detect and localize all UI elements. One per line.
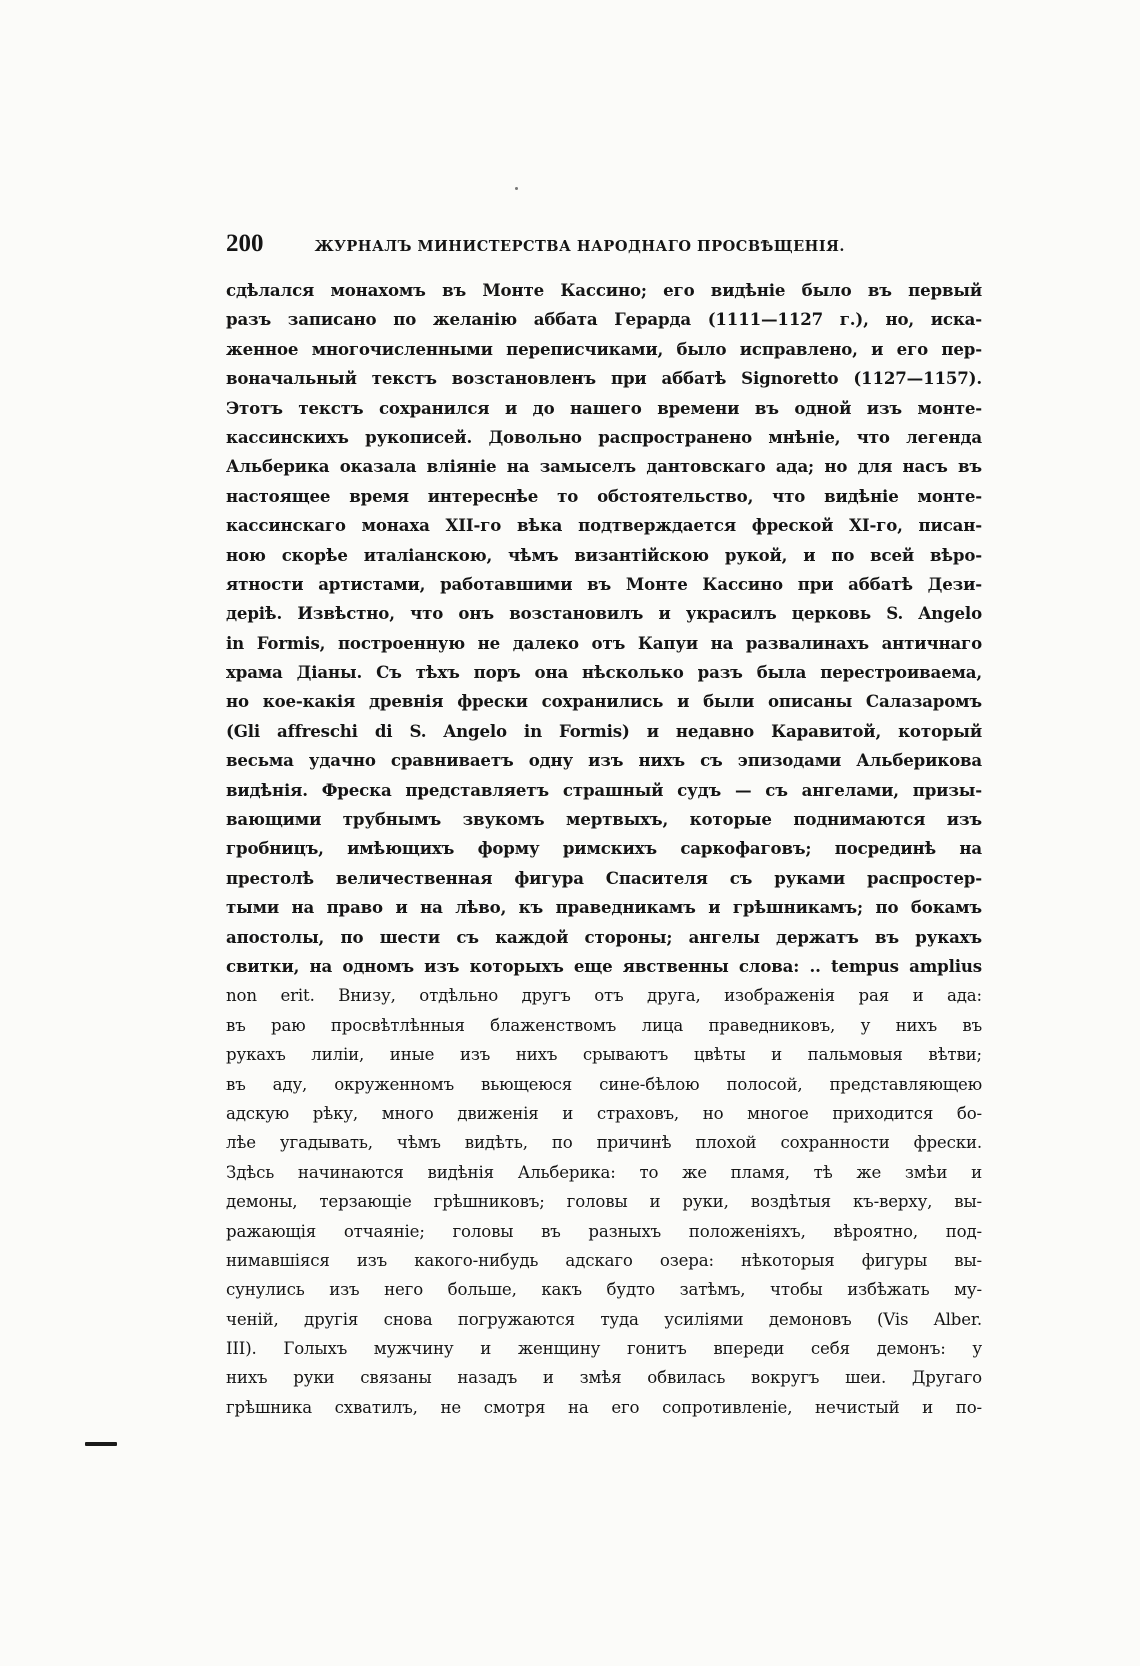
text-line: Здѣсь начинаются видѣнія Альберика: то же пламя, тѣ же змѣи и <box>226 1162 982 1182</box>
text-line: тыми на право и на лѣво, къ праведникамъ и грѣшникамъ; по бокамъ <box>226 897 982 918</box>
text-line: видѣнія. Фреска представляетъ страшный судъ — съ ангелами, призы- <box>226 779 982 800</box>
text-line: грѣшника схватилъ, не смотря на его сопротивленіе, нечистый и по- <box>226 1397 982 1417</box>
text-line: женное многочисленными переписчиками, было исправлено, и его пер- <box>226 338 982 359</box>
text-line: настоящее время интереснѣе то обстоятельство, что видѣніе монте- <box>226 485 982 506</box>
scan-speck <box>515 187 518 190</box>
text-line: ною скорѣе италіанскою, чѣмъ византійскою рукой, и по всей вѣро- <box>226 544 982 565</box>
text-line: (Gli affreschi di S. Angelo in Formis) и недавно Каравитой, который <box>226 720 982 741</box>
text-line: весьма удачно сравниваетъ одну изъ нихъ съ эпизодами Альберикова <box>226 750 982 771</box>
text-line: разъ записано по желанію аббата Герарда (1111—1127 г.), но, иска- <box>226 309 982 330</box>
text-line: лѣе угадывать, чѣмъ видѣть, по причинѣ плохой сохранности фрески. <box>226 1133 982 1153</box>
text-line: вающими трубнымъ звукомъ мертвыхъ, которые поднимаются изъ <box>226 809 982 830</box>
text-line: сдѣлался монахомъ въ Монте Кассино; его видѣніе было въ первый <box>226 280 982 300</box>
page-number: 200 <box>226 230 264 257</box>
text-line: III). Голыхъ мужчину и женщину гонитъ впереди себя демонъ: у <box>226 1339 982 1359</box>
text-line: свитки, на одномъ изъ которыхъ еще явственны слова: .. tempus amplius <box>226 955 982 976</box>
text-line: non erit. Внизу, отдѣльно другъ отъ друга, изображенія рая и ада: <box>226 986 982 1006</box>
text-line: храма Діаны. Съ тѣхъ поръ она нѣсколько разъ была перестроиваема, <box>226 662 982 683</box>
body-text <box>226 276 982 1422</box>
text-line: престолѣ величественная фигура Спасителя съ руками распростер- <box>226 867 982 888</box>
text-line: рукахъ лиліи, иные изъ нихъ срываютъ цвѣты и пальмовыя вѣтви; <box>226 1045 982 1065</box>
text-line: воначальный текстъ возстановленъ при аббатѣ Signoretto (1127—1157). <box>226 368 982 389</box>
text-line: демоны, терзающіе грѣшниковъ; головы и руки, воздѣтыя къ-верху, вы- <box>226 1192 982 1212</box>
margin-dash-mark <box>85 1442 117 1446</box>
text-line: въ раю просвѣтлѣнныя блаженствомъ лица праведниковъ, у нихъ въ <box>226 1015 982 1035</box>
text-line: in Formis, построенную не далеко отъ Капуи на развалинахъ античнаго <box>226 632 982 653</box>
text-line: кассинскихъ рукописей. Довольно распространено мнѣніе, что легенда <box>226 426 982 447</box>
text-line: ражающія отчаяніе; головы въ разныхъ положеніяхъ, вѣроятно, под- <box>226 1221 982 1241</box>
text-line: апостолы, по шести съ каждой стороны; ангелы держатъ въ рукахъ <box>226 926 982 947</box>
text-line: Альберика оказала вліяніе на замыселъ дантовскаго ада; но для насъ въ <box>226 456 982 477</box>
text-line: кассинскаго монаха XII-го вѣка подтверждается фреской XI-го, писан- <box>226 515 982 536</box>
text-line: нимавшіяся изъ какого-нибудь адскаго озера: нѣкоторыя фигуры вы- <box>226 1250 982 1270</box>
running-head: ЖУРНАЛЪ МИНИСТЕРСТВА НАРОДНАГО ПРОСВѢЩЕНІЯ. <box>314 238 845 255</box>
text-line: ятности артистами, работавшими въ Монте Кассино при аббатѣ Дези- <box>226 573 982 594</box>
text-line: деріѣ. Извѣстно, что онъ возстановилъ и украсилъ церковь S. Angelo <box>226 603 982 624</box>
text-line: адскую рѣку, много движенія и страховъ, но многое приходится бо- <box>226 1103 982 1123</box>
text-line: нихъ руки связаны назадъ и змѣя обвилась вокругъ шеи. Другаго <box>226 1368 982 1388</box>
text-line: ченій, другія снова погружаются туда усиліями демоновъ (Vis Alber. <box>226 1309 982 1329</box>
text-line: гробницъ, имѣющихъ форму римскихъ саркофаговъ; посрединѣ на <box>226 838 982 859</box>
text-line: но кое-какія древнія фрески сохранились и были описаны Салазаромъ <box>226 691 982 712</box>
text-line: сунулись изъ него больше, какъ будто затѣмъ, чтобы избѣжать му- <box>226 1280 982 1300</box>
text-line: въ аду, окруженномъ вьющеюся сине-бѣлою полосой, представляющею <box>226 1074 982 1094</box>
text-line: Этотъ текстъ сохранился и до нашего времени въ одной изъ монте- <box>226 397 982 418</box>
page-header <box>226 230 986 258</box>
